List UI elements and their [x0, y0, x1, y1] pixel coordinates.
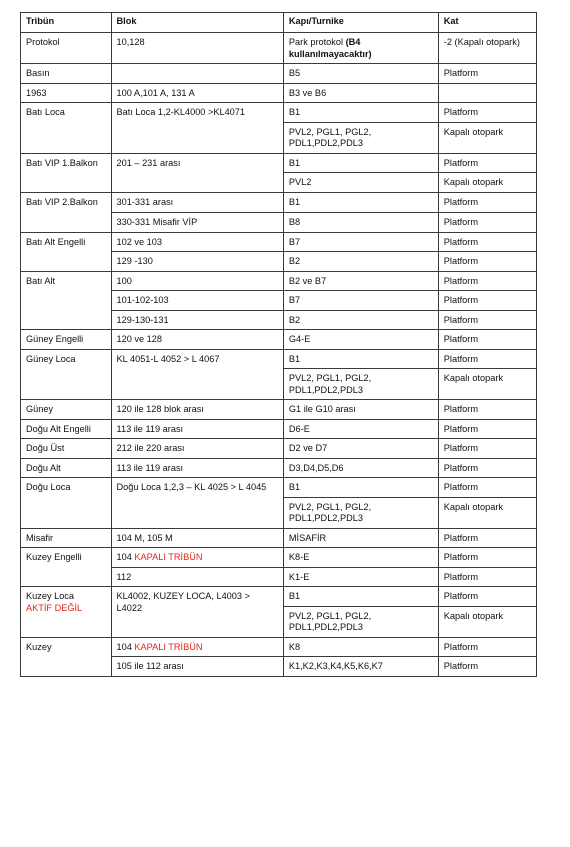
cell-blok: 100 [111, 271, 283, 291]
header-tribun: Tribün [21, 13, 112, 33]
cell-kapi: PVL2, PGL1, PGL2, PDL1,PDL2,PDL3 [283, 497, 438, 528]
cell-kat: -2 (Kapalı otopark) [438, 33, 536, 64]
cell-text: 104 [116, 641, 135, 652]
cell-tribun: Doğu Loca [21, 478, 112, 529]
cell-tribun: Batı VIP 1.Balkon [21, 153, 112, 192]
cell-kapi: K8-E [283, 548, 438, 568]
cell-blok: 112 [111, 567, 283, 587]
cell-blok: 129 -130 [111, 252, 283, 272]
table-row [21, 548, 537, 568]
table-row [21, 400, 537, 420]
cell-kapi: MİSAFİR [283, 528, 438, 548]
cell-blok [111, 64, 283, 84]
table-row [21, 153, 537, 173]
cell-kapi: B1 [283, 478, 438, 498]
cell-kat: Platform [438, 419, 536, 439]
table-row [21, 439, 537, 459]
cell-kat: Platform [438, 439, 536, 459]
cell-kapi: K1-E [283, 567, 438, 587]
cell-blok: 129-130-131 [111, 310, 283, 330]
cell-kapi: G4-E [283, 330, 438, 350]
table-row [21, 83, 537, 103]
cell-tribun: Güney Loca [21, 349, 112, 400]
cell-kapi: PVL2, PGL1, PGL2, PDL1,PDL2,PDL3 [283, 122, 438, 153]
cell-kat: Platform [438, 587, 536, 607]
table-row [21, 349, 537, 369]
table-row [21, 528, 537, 548]
cell-tribun: 1963 [21, 83, 112, 103]
header-blok: Blok [111, 13, 283, 33]
cell-tribun: Kuzey [21, 637, 112, 676]
cell-kat: Platform [438, 478, 536, 498]
cell-kapi: B2 [283, 310, 438, 330]
cell-kapi: B1 [283, 153, 438, 173]
closed-stand-note: KAPALI TRİBÜN [134, 552, 203, 562]
cell-text: 330-331 Misafir VİP [112, 212, 283, 229]
cell-kapi: B2 [283, 252, 438, 272]
cell-kat: Platform [438, 400, 536, 420]
table-row [21, 458, 537, 478]
cell-tribun: Batı Alt [21, 271, 112, 330]
cell-tribun: Kuzey Engelli [21, 548, 112, 587]
cell-kat: Platform [438, 153, 536, 173]
cell-blok: KL4002, KUZEY LOCA, L4003 > L4022 [111, 587, 283, 638]
cell-kapi: K8 [283, 637, 438, 657]
cell-text: Park protokol [288, 37, 346, 47]
cell-blok [111, 548, 283, 568]
table-row [21, 419, 537, 439]
cell-blok: 120 ve 128 [111, 330, 283, 350]
cell-blok [111, 637, 283, 657]
cell-kapi: PVL2, PGL1, PGL2, PDL1,PDL2,PDL3 [283, 369, 438, 400]
cell-blok: 212 ile 220 arası [111, 439, 283, 459]
table-row [21, 330, 537, 350]
cell-blok: 201 – 231 arası [111, 153, 283, 192]
cell-tribun: Güney Engelli [21, 330, 112, 350]
inactive-note: AKTİF DEĞİL [26, 602, 83, 613]
cell-blok: 105 ile 112 arası [111, 657, 283, 677]
cell-blok: Batı Loca 1,2-KL4000 >KL4071 [111, 103, 283, 154]
cell-blok: KL 4051-L 4052 > L 4067 [111, 349, 283, 400]
cell-kapi [283, 33, 438, 64]
cell-kapi: PVL2 [283, 173, 438, 193]
cell-blok [111, 192, 283, 232]
cell-kat: Kapalı otopark [438, 497, 536, 528]
gate-assignment-table [20, 12, 537, 677]
cell-blok: 104 M, 105 M [111, 528, 283, 548]
cell-kat: Platform [438, 192, 536, 212]
cell-blok: Doğu Loca 1,2,3 – KL 4025 > L 4045 [111, 478, 283, 529]
table-row [21, 478, 537, 498]
cell-tribun: Batı VIP 2.Balkon [21, 192, 112, 232]
table-row [21, 64, 537, 84]
cell-kat: Kapalı otopark [438, 122, 536, 153]
header-kapi: Kapı/Turnike [283, 13, 438, 33]
cell-kapi: B1 [283, 192, 438, 212]
table-row [21, 637, 537, 657]
cell-kapi: B7 [283, 291, 438, 311]
cell-kat: Kapalı otopark [438, 173, 536, 193]
cell-tribun [21, 587, 112, 638]
cell-kapi: B1 [283, 103, 438, 123]
cell-tribun: Güney [21, 400, 112, 420]
cell-tribun: Batı Loca [21, 103, 112, 154]
table-header-row [21, 13, 537, 33]
cell-kat [438, 83, 536, 103]
cell-kapi: B3 ve B6 [283, 83, 438, 103]
cell-blok: 102 ve 103 [111, 232, 283, 252]
cell-kat: Platform [438, 548, 536, 568]
cell-kat: Platform [438, 252, 536, 272]
cell-kat: Platform [438, 271, 536, 291]
cell-kat: Platform [438, 64, 536, 84]
cell-tribun: Doğu Üst [21, 439, 112, 459]
cell-blok: 100 A,101 A, 131 A [111, 83, 283, 103]
cell-kapi: B1 [283, 349, 438, 369]
cell-kapi: PVL2, PGL1, PGL2, PDL1,PDL2,PDL3 [283, 606, 438, 637]
table-row [21, 103, 537, 123]
cell-kapi: K1,K2,K3,K4,K5,K6,K7 [283, 657, 438, 677]
cell-blok: 10,128 [111, 33, 283, 64]
table-row [21, 232, 537, 252]
cell-kat: Platform [438, 458, 536, 478]
cell-kat: Platform [438, 291, 536, 311]
cell-kapi: D2 ve D7 [283, 439, 438, 459]
cell-kat: Kapalı otopark [438, 369, 536, 400]
table-row [21, 192, 537, 212]
closed-stand-note: KAPALI TRİBÜN [134, 641, 203, 652]
cell-kapi: B1 [283, 587, 438, 607]
cell-kapi: D3,D4,D5,D6 [283, 458, 438, 478]
cell-kat: Platform [438, 657, 536, 677]
cell-kat: Platform [438, 232, 536, 252]
table-row [21, 33, 537, 64]
cell-kat: Platform [438, 567, 536, 587]
cell-kat: Platform [438, 330, 536, 350]
cell-kapi: D6-E [283, 419, 438, 439]
cell-blok: 120 ile 128 blok arası [111, 400, 283, 420]
cell-kapi: B5 [283, 64, 438, 84]
cell-tribun: Basın [21, 64, 112, 84]
cell-kapi: G1 ile G10 arası [283, 400, 438, 420]
cell-blok: 113 ile 119 arası [111, 419, 283, 439]
cell-kapi: B7 [283, 232, 438, 252]
cell-tribun: Batı Alt Engelli [21, 232, 112, 271]
cell-kapi: B8 [283, 212, 438, 232]
cell-text: Kuzey Loca [26, 591, 75, 601]
cell-tribun: Misafir [21, 528, 112, 548]
cell-kat: Platform [438, 103, 536, 123]
cell-kapi: B2 ve B7 [283, 271, 438, 291]
cell-blok: 113 ile 119 arası [111, 458, 283, 478]
cell-tribun: Doğu Alt [21, 458, 112, 478]
cell-text: 104 [116, 552, 135, 562]
cell-text: 301-331 arası [116, 196, 174, 207]
cell-kat: Platform [438, 349, 536, 369]
header-kat: Kat [438, 13, 536, 33]
cell-kat: Platform [438, 212, 536, 232]
table-row [21, 587, 537, 607]
cell-blok: 101-102-103 [111, 291, 283, 311]
cell-kat: Platform [438, 637, 536, 657]
table-row [21, 271, 537, 291]
cell-kat: Kapalı otopark [438, 606, 536, 637]
cell-note-bold: (B4 kullanılmayacaktır) [288, 37, 372, 59]
cell-kat: Platform [438, 528, 536, 548]
cell-kat: Platform [438, 310, 536, 330]
cell-tribun: Doğu Alt Engelli [21, 419, 112, 439]
cell-tribun: Protokol [21, 33, 112, 64]
